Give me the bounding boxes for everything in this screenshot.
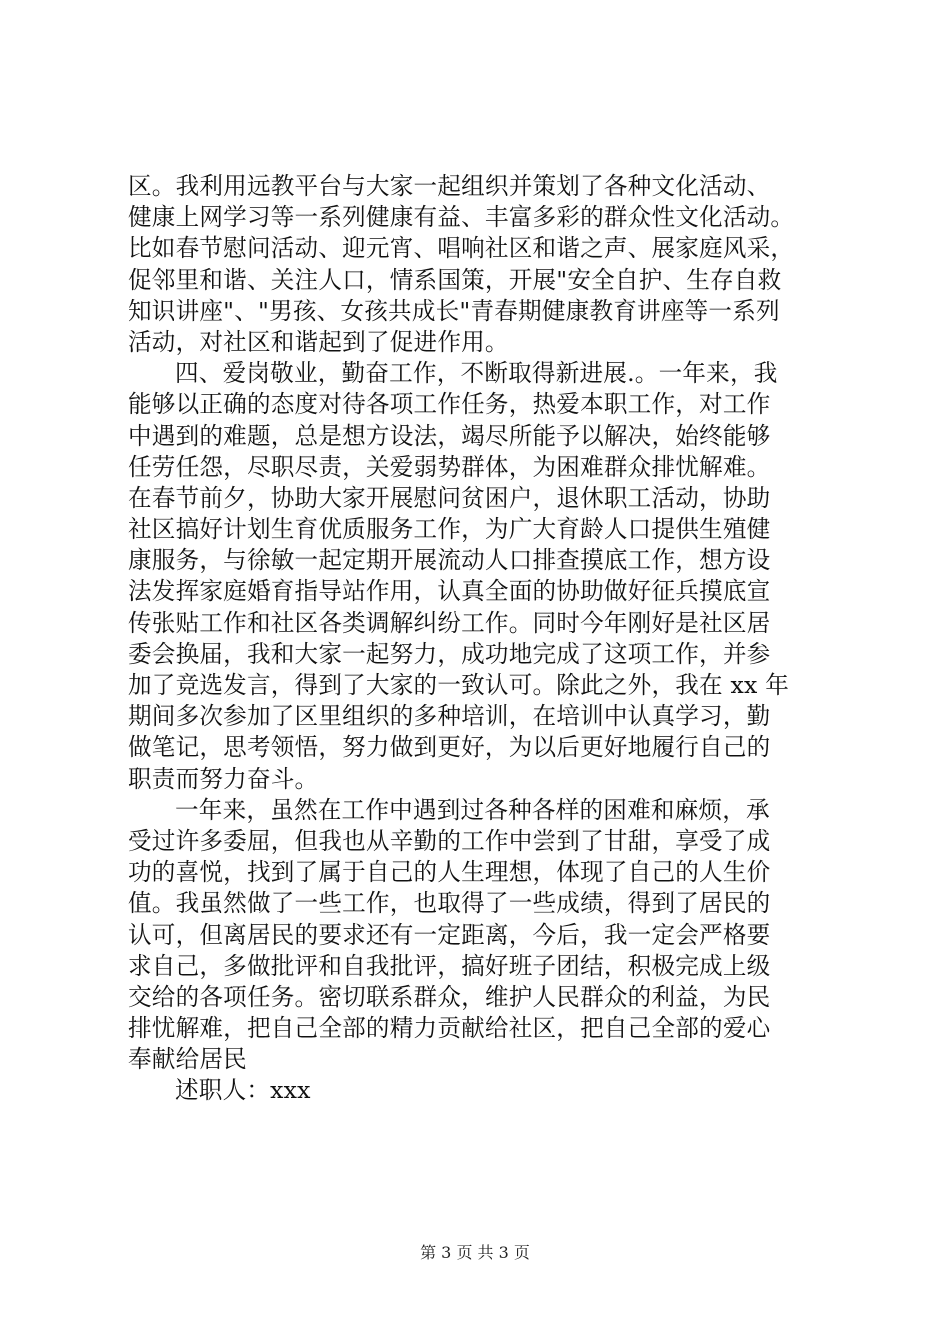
text-line: 促邻里和谐、关注人口，情系国策，开展"安全自护、生存自救 [128,265,782,294]
document-body [128,171,828,1107]
text-line: 排忧解难，把自己全部的精力贡献给社区，把自己全部的爱心 [128,1014,771,1043]
text-line: 求自己，多做批评和自我批评，搞好班子团结，积极完成上级 [128,951,771,980]
text-line: 区。我利用远教平台与大家一起组织并策划了各种文化活动、 [128,172,771,200]
text-line: 职责而努力奋斗。 [128,764,319,793]
text-line: 健康上网学习等一系列健康有益、丰富多彩的群众性文化活动。 [128,203,795,232]
text-line: 奉献给居民 [128,1045,247,1074]
text-line: 法发挥家庭婚育指导站作用，认真全面的协助做好征兵摸底宣 [128,577,771,606]
text-line: 认可，但离居民的要求还有一定距离，今后，我一定会严格要 [128,920,771,949]
text-line: 四、爱岗敬业，勤奋工作，不断取得新进展.。一年来，我 [175,359,778,388]
text-line: 功的喜悦，找到了属于自己的人生理想，体现了自己的人生价 [128,858,771,887]
text-line: 期间多次参加了区里组织的多种培训，在培训中认真学习，勤 [128,702,771,731]
text-line: 值。我虽然做了一些工作，也取得了一些成绩，得到了居民的 [128,889,771,918]
text-line: 康服务，与徐敏一起定期开展流动人口排查摸底工作，想方设 [128,546,771,575]
text-line: 能够以正确的态度对待各项工作任务，热爱本职工作，对工作 [128,390,771,419]
text-line: 交给的各项任务。密切联系群众，维护人民群众的利益，为民 [128,982,771,1011]
text-line: 委会换届，我和大家一起努力，成功地完成了这项工作，并参 [128,639,771,668]
text-line: 社区搞好计划生育优质服务工作，为广大育龄人口提供生殖健 [128,515,771,544]
text-line: 受过许多委屈，但我也从辛勤的工作中尝到了甘甜，享受了成 [128,826,771,855]
text-line: 传张贴工作和社区各类调解纠纷工作。同时今年刚好是社区居 [128,608,771,637]
text-line: 在春节前夕，协助大家开展慰问贫困户，退休职工活动，协助 [128,483,771,512]
text-line: 中遇到的难题，总是想方设法，竭尽所能予以解决，始终能够 [128,421,771,450]
text-line: 做笔记，思考领悟，努力做到更好，为以后更好地履行自己的 [128,733,771,762]
text-line: 一年来，虽然在工作中遇到过各种各样的困难和麻烦，承 [175,795,770,824]
text-line: 活动，对社区和谐起到了促进作用。 [128,327,509,356]
text-line: 比如春节慰问活动、迎元宵、唱响社区和谐之声、展家庭风采， [128,234,795,263]
text-line: 知识讲座"、"男孩、女孩共成长"青春期健康教育讲座等一系列 [128,296,780,325]
page-footer: 第 3 页 共 3 页 [420,1243,530,1262]
text-line: 加了竞选发言，得到了大家的一致认可。除此之外，我在 xx 年 [128,671,790,699]
signature-line: 述职人：xxx [175,1076,311,1105]
text-line: 任劳任怨，尽职尽责，关爱弱势群体，为困难群众排忧解难。 [128,452,771,481]
